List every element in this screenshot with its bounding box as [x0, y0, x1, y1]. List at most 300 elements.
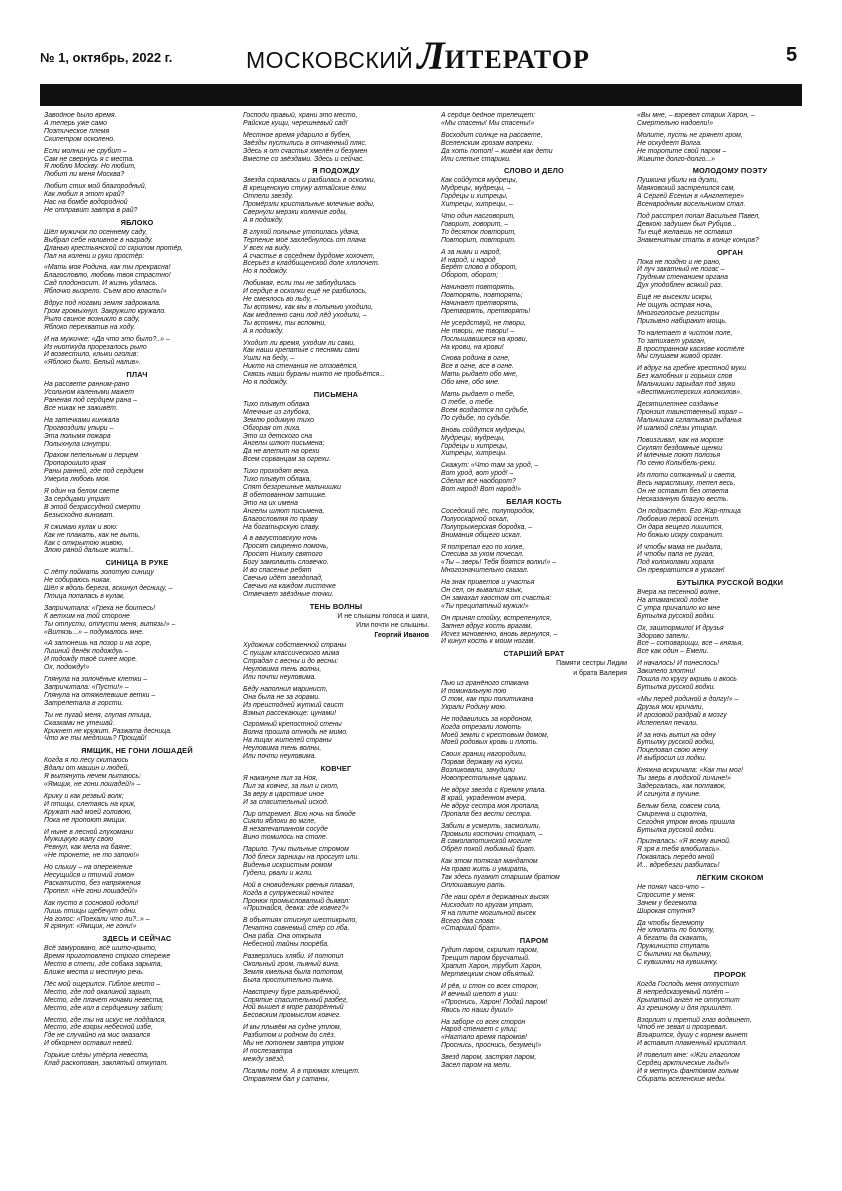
verse-line: Порвав державу на куски. — [441, 759, 524, 767]
stanza — [441, 355, 627, 387]
verse-line: Пока не пропоют ямщик. — [44, 816, 127, 824]
verse-line: Послышавшиеся на крови, — [441, 335, 528, 343]
verse-line: Крику и как резвый волк; — [44, 792, 124, 800]
verse-line: Все никак не заживёт. — [44, 404, 118, 412]
verse-line: На затечками кинжала — [44, 416, 120, 424]
verse-line: Когда Господь меня отпустит — [637, 980, 739, 988]
verse-line: Украли Родину мою. — [441, 703, 507, 711]
verse-line: И началось! И понеслось! — [637, 660, 720, 668]
verse-line: И вечный шепот в уши: — [441, 990, 519, 998]
verse-line: Несущийся и птичий гомон — [44, 872, 134, 880]
verse-line: И выбросил из лодки. — [637, 755, 707, 763]
verse-line: Разверзлись хляби. И потопил — [243, 953, 344, 960]
verse-line: Просят смиренно помочь, — [243, 543, 329, 551]
verse-line: Так здесь пугают старшим братом — [441, 874, 560, 882]
masthead-area — [0, 0, 842, 82]
verse-line: Пошла по кругу вкривь и вкось — [637, 676, 737, 684]
poem-title: ОРГАН — [716, 247, 744, 257]
verse-line: Я потрепал его по холке, — [441, 543, 525, 551]
verse-line: Сад плодоносит. И жизнь удалась. — [44, 280, 158, 288]
verse-line: Ещё не высекли искры, — [637, 294, 713, 302]
newspaper-title — [246, 33, 590, 78]
verse-line: Испепелял печали. — [637, 719, 698, 727]
stanza — [441, 284, 627, 316]
verse-line: Когда я по лесу скитаюсь — [44, 757, 129, 765]
verse-line: Но я подожду. — [243, 379, 288, 387]
stanza — [637, 294, 823, 326]
stanza — [243, 642, 429, 682]
stanza — [44, 229, 230, 261]
verse-line: Печатно совнемый стёр со лба. — [243, 925, 350, 933]
verse-line: Мы не потонем завтра утром — [243, 1040, 344, 1048]
verse-line: Сказками не утешай. — [44, 719, 115, 727]
verse-line: Звезда сорвалась и разбилась в осколки, — [243, 177, 376, 185]
verse-line: И мы плывём на судне утлом, — [243, 1024, 342, 1032]
verse-line: Вновь сойдутся мудрецы, — [441, 426, 526, 434]
title-part-iterator: ИТЕРАТОР — [444, 45, 590, 74]
stanza — [44, 676, 230, 708]
stanza — [243, 721, 429, 761]
poem-title: СЛОВО И ДЕЛО — [504, 166, 564, 176]
verse-line: Засел паром на мели. — [441, 1062, 512, 1070]
verse-line: Уходит ли время, уходим ли сами, — [243, 339, 356, 347]
verse-line: «Ямщик, не гони лошадей!» – — [44, 780, 141, 788]
stanza — [243, 989, 429, 1021]
verse-line: «Проснись, Харон! Подай паром! — [441, 998, 548, 1006]
stanza — [243, 882, 429, 914]
verse-line: Кружат над моей головою, — [44, 808, 132, 816]
poem-title: БЕЛАЯ КОСТЬ — [506, 496, 562, 506]
verse-line: Запричитала: «Греха не боитесь! — [44, 604, 156, 612]
stanza — [637, 112, 823, 128]
verse-line: Глянула на золочёные клетки – — [44, 676, 148, 684]
poem-title: ПРОРОК — [713, 970, 747, 979]
verse-line: Задергалась, как поплавок, — [637, 782, 727, 790]
verse-line: Райские кущи, черешневый сад! — [243, 119, 348, 127]
verse-line: Мальчишка сглатывал рыданья — [637, 416, 742, 424]
verse-line: Под колоколами хорала — [637, 559, 714, 567]
verse-line: Нас на бомбе водородной — [44, 199, 128, 207]
verse-line: Как с открытою живою, — [44, 539, 124, 547]
verse-line: Когда отрезали ломоть — [441, 723, 522, 731]
verse-line: Повторять, повторять; — [441, 292, 523, 300]
verse-line: Звезд паром, застрял паром, — [441, 1054, 537, 1062]
stanza — [243, 917, 429, 949]
stanza — [441, 787, 627, 819]
verse-line: Я на плите могильной высек — [441, 909, 537, 917]
verse-line: Пушкина убили на дуэли, — [637, 177, 719, 185]
verse-line: Скипетром осколено. — [44, 135, 116, 143]
stanza — [637, 177, 823, 209]
verse-line: Что же ты медлишь? Прощай! — [44, 735, 147, 743]
verse-line: На право жить и умирать, — [441, 866, 529, 874]
verse-line: Птица попалась в кулак. — [44, 592, 126, 600]
verse-line: Или почти неуловима. — [243, 753, 317, 761]
verse-line: Он превратится в ураган! — [637, 567, 725, 575]
verse-line: Как наши крепатые с песнями сани — [243, 347, 360, 355]
verse-line: Он дара вещего лишится, — [637, 523, 724, 531]
verse-line: Ной в сновидениях рвенья плавал, — [243, 881, 355, 889]
verse-line: И сердце в осколки ещё не разбилось, — [243, 288, 368, 296]
verse-line: Всем сорванцам за огрехи. — [243, 456, 331, 464]
poem-title: СТАРШИЙ БРАТ — [503, 649, 565, 659]
stanza — [637, 1052, 823, 1084]
verse-line: Дух уподоблен всякий раз. — [637, 282, 723, 290]
poem-title: МОЛОДОМУ ПОЭТУ — [692, 166, 768, 176]
verse-line: Мудрецы, мудрецы, — [441, 434, 506, 442]
verse-line: «Ты преципатный мужик!» — [441, 602, 529, 610]
verse-line: Или слепые старики. — [441, 155, 511, 163]
verse-line: О том, как три политикана — [441, 695, 534, 703]
verse-line: С лёту поймать золотую синицу — [44, 569, 154, 577]
verse-line: Спесива за ухом почесал. — [441, 551, 524, 559]
verse-line: И я метнусь фантомом голым — [637, 1067, 739, 1075]
verse-line: Если молнии не срубит – — [44, 147, 127, 155]
verse-line: А сердце бедное трепещет: — [441, 112, 536, 119]
stanza — [637, 213, 823, 245]
verse-line: Моей родовых кровь и плоть. — [441, 739, 539, 747]
verse-line: Из ниоткуда прорезалось рыло — [44, 343, 147, 351]
verse-line: Закипело злотни! — [637, 668, 696, 676]
verse-line: Вместе со звёздами. Здесь и сейчас. — [243, 155, 365, 163]
verse-line: Место, где кол в сердцевину забит; — [44, 1004, 163, 1012]
stanza — [637, 330, 823, 362]
verse-line: И народ, и народ — [441, 256, 496, 264]
verse-line: Злою раной дальше жить!.. — [44, 547, 135, 555]
verse-line: Я зря в тебя влюбилась». — [637, 846, 722, 854]
verse-line: Да хоть потоп! – живём как дети — [441, 147, 553, 155]
verse-line: Тихо плывут облака, — [243, 476, 312, 484]
verse-line: Небесной тайны поорёба. — [243, 941, 330, 949]
verse-line: «Не тронете, не то запою!» — [44, 852, 140, 860]
verse-line: Сердец арктические льды!» — [637, 1060, 730, 1068]
verse-line: «Вестминстерских колоколов». — [637, 389, 743, 397]
verse-line: Где не случайно на мис оказался — [44, 1032, 151, 1040]
verse-line: Не собираюсь никак. — [44, 577, 112, 585]
verse-line: Вот урод, вот урод! – — [441, 470, 514, 478]
verse-line: За сердцами утрат — [44, 495, 110, 503]
verse-line: Вино томилось на столе. — [243, 834, 328, 842]
verse-line: Ангелы шлют письмена, — [243, 507, 325, 515]
stanza — [441, 716, 627, 748]
stanza — [44, 183, 230, 215]
stanza — [637, 589, 823, 621]
verse-line: Господи правый, храни это место, — [243, 112, 358, 119]
verse-line: На атаманской лодке — [637, 596, 709, 604]
verse-line: Как любил я этот край? — [44, 191, 125, 199]
verse-line: «Мы спасены! Мы спасены!» — [441, 119, 535, 127]
verse-line: Пока не поздно и не рано, — [637, 258, 721, 266]
verse-line: Лишь птицы щебечут одни. — [44, 907, 137, 915]
verse-line: Повторит, повторит. — [441, 236, 516, 244]
verse-line: Грудным стенанием органа — [637, 274, 728, 282]
verse-line: Яблочко вызрело. Съем всю власть!» — [44, 288, 167, 296]
poem-title: КОВЧЕГ — [320, 763, 352, 773]
verse-line: Все – сотоварищи, все – князья, — [637, 640, 744, 648]
verse-line: Не ощупь острая ночь, — [637, 302, 713, 310]
header-black-bar — [40, 84, 802, 106]
verse-line: Пропала без вести сестра. — [441, 810, 532, 818]
verse-line: Аз грешному и для пришлёт. — [637, 1004, 733, 1012]
verse-line: В крещенскую стужу алтайские ёлки — [243, 185, 366, 193]
stanza — [243, 340, 429, 387]
verse-line: И за спасительный исход. — [243, 798, 329, 806]
verse-line: В пространном каскове костёле — [637, 345, 745, 353]
verse-line: «Ты – зверь! Тебя боятся волки!» – — [441, 559, 557, 567]
verse-line: Мать рыдает о тебе, — [441, 391, 515, 399]
verse-line: Хитрецы, хитрецы. — [441, 450, 508, 458]
verse-line: Восходит солнце на рассвете, — [441, 131, 543, 139]
verse-line: Из преисподней жуткий свист — [243, 701, 344, 709]
verse-line: И на мужичке: «Да что это было?..» – — [44, 335, 170, 343]
stanza — [637, 472, 823, 504]
verse-line: Начинает претворять, — [441, 300, 519, 308]
verse-line: Ной вышел в море разорённый — [243, 1004, 344, 1012]
epigraph-line: Или почти не слышны. — [356, 622, 429, 630]
verse-line: Взъярится, душу с корнем вынет — [637, 1032, 748, 1040]
verse-line: Из плоти сотканный и света, — [637, 472, 737, 480]
verse-line: Пронзил таинственный хорал – — [637, 408, 743, 416]
verse-line: В глухой полынье утопилась удача, — [243, 228, 360, 236]
stanza — [441, 1054, 627, 1070]
verse-line: «Вы мне, – взревел старик Харон, – — [637, 112, 755, 119]
stanza — [243, 280, 429, 335]
verse-line: Богу замолвить словечко. — [243, 559, 329, 567]
verse-line: Ты не пугай меня, глупая птица, — [44, 711, 152, 719]
verse-line: За веру в царствие иное — [243, 790, 325, 798]
verse-line: Но божью искру сохранит. — [637, 531, 724, 539]
verse-line: И млечные поют полозья — [637, 452, 721, 460]
verse-line: В незапечатанном сосуде — [243, 826, 328, 834]
verse-line: Не усердствуй, не твори, — [441, 319, 526, 327]
verse-line: Сделал всё наоборот? — [441, 478, 516, 486]
verse-line: Любовию первой осенит. — [637, 515, 720, 523]
verse-line: Не вдруг сестра моя пропала, — [441, 802, 540, 810]
verse-line: Рыло свиное возникло в саду, — [44, 315, 140, 323]
text-column-3 — [441, 112, 627, 1184]
poem-title: ТЕНЬ ВОЛНЫ — [309, 601, 363, 611]
verse-line: И кинул кость к моим ногам. — [441, 638, 536, 646]
verse-line: «Старший брат». — [441, 925, 502, 933]
verse-line: Мальчишки зарыдал под звуки — [637, 381, 736, 389]
verse-line: На крови, на крови! — [441, 343, 504, 351]
stanza — [441, 751, 627, 783]
stanza — [637, 259, 823, 291]
verse-line: Хитрецы, хитрецы, – — [441, 201, 513, 209]
stanza — [44, 864, 230, 896]
stanza — [243, 686, 429, 718]
issue-date: № 1, октябрь, 2022 г. — [40, 50, 173, 65]
verse-line: Полыхнула изнутри. — [44, 440, 112, 448]
stanza — [441, 320, 627, 352]
stanza — [44, 605, 230, 637]
verse-line: Исчез мгновенно, вновь вернулся, – — [441, 630, 558, 638]
verse-line: Она была не за горами. — [243, 693, 321, 701]
verse-line: Когда в супружеский ночлег — [243, 889, 334, 897]
verse-line: Ушли на беду, – — [243, 355, 295, 363]
verse-line: И обкорнен оставил невей. — [44, 1040, 134, 1048]
verse-line: Волна прошла отнюдь не мимо. — [243, 729, 348, 737]
verse-line: Вот народ! Вот народ!» — [441, 486, 521, 494]
verse-line: И чтобы папа не ругал, — [637, 551, 715, 559]
verse-line: Как медленно сани под лёд уходили, – — [243, 311, 367, 319]
poem-title: ПИСЬМЕНА — [313, 390, 359, 399]
verse-line: Отпели звезду. — [243, 193, 294, 201]
verse-line: И шапкой слёзы утирал. — [637, 424, 718, 432]
verse-line: Возликовали, зачудили — [441, 767, 515, 775]
stanza — [637, 838, 823, 870]
stanza — [441, 177, 627, 209]
verse-line: Не понял часо-что – — [637, 883, 705, 891]
poem-title: ЛЁГКИМ СКОКОМ — [696, 873, 764, 883]
verse-line: Моей земли с крестовым домом, — [441, 731, 549, 739]
stanza — [44, 712, 230, 744]
verse-line: Ты ещё желаешь не оставил — [637, 228, 733, 236]
verse-line: А я подожду. — [243, 327, 284, 335]
verse-line: Белым бела, совсем сола, — [637, 802, 722, 810]
verse-line: Зачем у бегемота — [637, 899, 697, 907]
verse-line: Окольный гром, пьяный вина. — [243, 960, 340, 968]
verse-line: Виденья искристым ромом — [243, 861, 333, 869]
verse-line: Поцеловал свою жену — [637, 747, 708, 755]
verse-line: Маяковский застрелился сам, — [637, 185, 736, 193]
verse-line: Горькие слёзы утёрла невеста, — [44, 1052, 149, 1060]
verse-line: Знаменитым стать в конце концов? — [637, 236, 759, 244]
verse-line: И сгинула в пучине. — [637, 790, 701, 798]
stanza — [637, 401, 823, 433]
verse-line: Тихо проходят века. — [243, 468, 310, 476]
verse-line: «Признайся, девка: где ковчег?» — [243, 905, 349, 913]
verse-line: Без жалобных и горьких слов — [637, 373, 733, 381]
verse-line: Не торопите свой паром – — [637, 147, 727, 155]
verse-line: Ты зверь в людской личине!» — [637, 775, 731, 783]
verse-line: Не смеялось во льду, – — [243, 296, 318, 304]
verse-line: «Яблоко было. Белый налив». — [44, 359, 141, 367]
verse-line: Как пусто в сосновой юдоли! — [44, 899, 139, 907]
stanza — [637, 884, 823, 916]
verse-line: Полупрыжерская бородка, – — [441, 523, 533, 531]
verse-line: «Витязь...» – подумалось мне. — [44, 628, 144, 636]
stanza — [441, 1019, 627, 1051]
verse-line: Вдали от машин и людей, — [44, 765, 130, 773]
verse-line: С пущим классического мима — [243, 650, 340, 658]
verse-line: Благословляя по праву — [243, 515, 318, 523]
verse-line: Свечью идёт звездопад, — [243, 574, 323, 582]
verse-line: Тихо плывут облака — [243, 400, 310, 408]
verse-line: Или почти неуловима. — [243, 673, 317, 681]
verse-line: На рассвете ранним-рано — [44, 381, 130, 389]
stanza — [637, 920, 823, 967]
verse-line: Клад раскопован, заклятый откупат. — [44, 1060, 169, 1068]
verse-line: Бутылка русской водки. — [637, 684, 716, 691]
verse-line: Широкая ступня? — [637, 907, 696, 915]
verse-line: А в августовскую ночь — [243, 535, 318, 543]
stanza — [441, 462, 627, 494]
verse-line: И подожду твоё синее море. — [44, 656, 138, 664]
verse-line: Неуловима тень волны, — [243, 666, 322, 673]
epigraph-line: Памяти сестры Лидии — [556, 660, 627, 668]
verse-line: Не оскудеет Волга. — [637, 139, 702, 147]
verse-line: Ты вспомни, ты вспомни, — [243, 319, 327, 327]
verse-line: Земля хмельна была потопом, — [243, 968, 344, 976]
verse-line: Не твори, не твори! – — [441, 327, 515, 335]
verse-line: То десяток повторит, — [441, 228, 516, 236]
stanza — [441, 132, 627, 164]
verse-line: Трещит паром брусчатый. — [441, 955, 531, 963]
verse-line: Оборот, оборот; — [441, 272, 499, 280]
epigraph-line: и брата Валерия — [573, 670, 627, 678]
stanza — [441, 680, 627, 712]
verse-line: Чтоб не зевал и прозревал. — [637, 1024, 728, 1032]
text-column-4 — [637, 112, 823, 1184]
verse-line: Взмыл рассекающе: цунами! — [243, 709, 337, 717]
stanza — [441, 213, 627, 245]
verse-line: На голос: «Поехали что ли?..» – — [44, 915, 150, 923]
verse-line: Раненая под сердцем рана – — [44, 397, 137, 404]
verse-line: Гудит паром, скрипит паром, — [441, 947, 539, 955]
verse-line: И грозовой раздрай в мозгу — [637, 711, 727, 719]
verse-line: Парило. Тучи пыльные стромом — [243, 846, 349, 854]
verse-line: Я грянул: «Ямщик, не гони!» — [44, 923, 137, 931]
verse-line: Под блеск зарницы на просгут или. — [243, 854, 360, 862]
stanza — [441, 249, 627, 281]
verse-line: Весь нараспашку, тепел весь, — [637, 480, 736, 488]
verse-line: Спрятие спасительный разбег, — [243, 996, 348, 1004]
verse-line: И... вдребезги разбилась! — [637, 862, 720, 870]
stanza — [243, 846, 429, 878]
verse-line: Здесь я от счастья хмелён и безумен — [243, 147, 368, 155]
verse-line: И поминальную пою — [441, 688, 507, 695]
verse-line: К ветхим на той стороне — [44, 612, 130, 620]
stanza — [44, 112, 230, 144]
verse-line: Заводное было время. — [44, 112, 117, 119]
verse-line: И за ночь выпил на одну — [637, 731, 716, 739]
stanza — [637, 365, 823, 397]
verse-line: Проснись, проснись, безумец!» — [441, 1042, 542, 1050]
verse-line: Огромный крепостной стены — [243, 721, 342, 729]
verse-line: По судьбе, по судьбе. — [441, 414, 511, 422]
verse-line: Мужицкую жалу свою — [44, 836, 114, 844]
verse-line: Место, где под окалиной зарыт, — [44, 988, 152, 996]
verse-line: А бегать да скакать, — [637, 935, 709, 943]
stanza — [44, 381, 230, 413]
verse-line: Шёл я вдоль берега, вскинул десницу, – — [44, 585, 173, 593]
verse-line: Всем воздастся по судьбе, — [441, 406, 529, 414]
verse-line: И послезавтра — [243, 1047, 293, 1055]
verse-line: Ангелы шлют письмена; — [243, 440, 325, 448]
verse-line: Пью из гранёного стакана — [441, 680, 529, 688]
stanza — [637, 696, 823, 728]
verse-line: Мы слушаем живой орган. — [637, 353, 723, 361]
poem-title: ЯБЛОКО — [120, 217, 154, 227]
verse-line: Отравляем бал у сатаны, — [243, 1075, 330, 1083]
verse-line: Молите, пусть не грянет гром, — [637, 131, 743, 139]
verse-line: Что один насговорит, — [441, 212, 515, 220]
verse-line: У всех на виду. — [243, 244, 291, 252]
verse-line: На заборе со всех сторон — [441, 1018, 526, 1026]
poem-title: ЯМЩИК, НЕ ГОНИ ЛОШАДЕЙ — [81, 746, 193, 756]
verse-line: Вселенским грозам вопреки. — [441, 139, 534, 147]
stanza — [243, 1068, 429, 1084]
verse-line: Княжна вскричала: «Как ты мог! — [637, 767, 743, 775]
verse-line: Усольном калеными мажет — [44, 389, 135, 397]
verse-line: Место, где плачет ночами невеста, — [44, 996, 165, 1004]
verse-line: Пир отгремел. Всю ночь на блюде — [243, 810, 356, 818]
verse-line: Художник собственной страны — [243, 642, 347, 650]
verse-line: Храпит Харон, трубит Харон, — [441, 963, 543, 971]
verse-line: Он сел, он вывалил язык, — [441, 587, 523, 595]
stanza — [243, 132, 429, 164]
